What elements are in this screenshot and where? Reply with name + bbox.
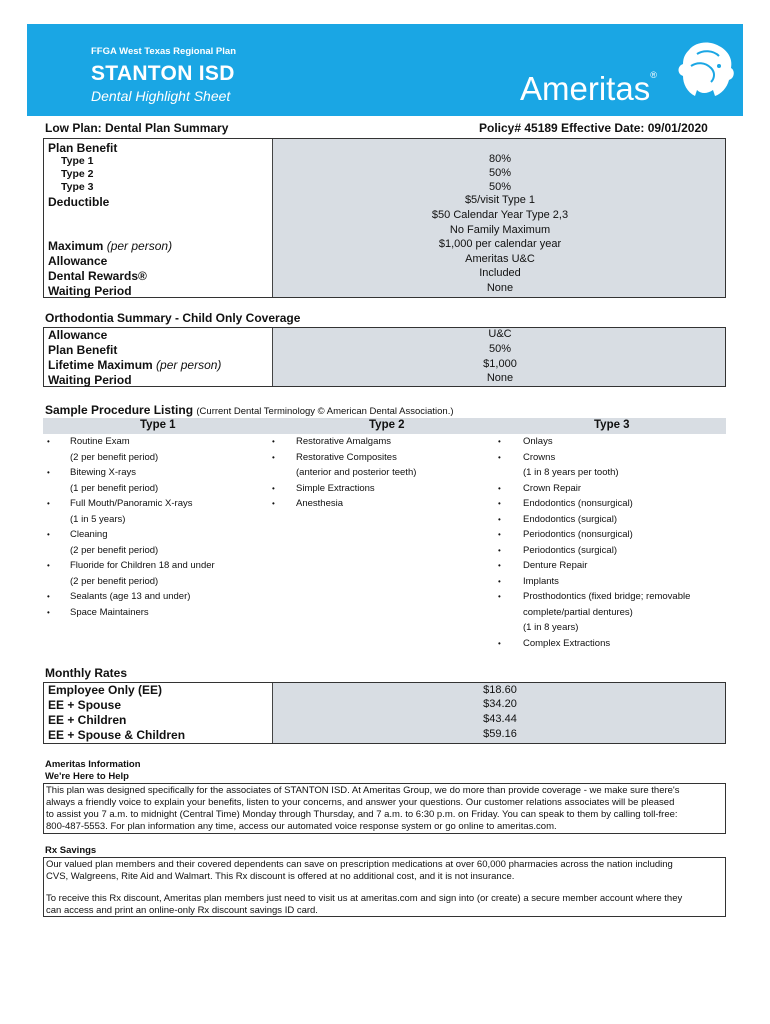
procedure-item: (1 in 8 years) <box>523 622 579 633</box>
bison-icon <box>675 40 737 102</box>
procedure-item: Space Maintainers <box>70 606 149 618</box>
rates-label-ee-children: EE + Children <box>48 713 127 727</box>
label-deductible: Deductible <box>48 195 110 209</box>
procedure-item: Periodontics (nonsurgical) <box>523 529 633 540</box>
bullet-icon: • <box>498 592 501 601</box>
bullet-icon: • <box>498 499 501 508</box>
bullet-icon: • <box>272 499 275 508</box>
info-subheading: We're Here to Help <box>45 771 129 782</box>
bullet-icon: • <box>498 530 501 539</box>
bullet-icon: • <box>47 530 50 539</box>
bullet-icon: • <box>498 638 501 648</box>
procedures-list <box>43 434 726 652</box>
rates-value-ee: $18.60 <box>483 684 517 696</box>
value-waiting-period: None <box>486 282 514 294</box>
rates-heading: Monthly Rates <box>45 666 128 680</box>
procedures-heading-text: Sample Procedure Listing <box>45 403 194 417</box>
procedure-item: Complex Extractions <box>523 637 611 649</box>
label-maximum <box>48 239 172 253</box>
rx-line-1: Our valued plan members and their covered dependents can save on prescription medications at over 60,000 pharmacies across the nation including <box>46 859 673 870</box>
ortho-value-lifetime-max: $1,000 <box>483 358 517 370</box>
procedure-item: Endodontics (nonsurgical) <box>523 498 633 509</box>
ortho-label-plan-benefit: Plan Benefit <box>48 343 118 357</box>
logo-text: Ameritas <box>520 70 651 107</box>
value-dental-rewards: Included <box>479 267 521 279</box>
value-type1: 80% <box>488 153 512 165</box>
ortho-value-allowance: U&C <box>488 328 512 340</box>
procedure-item: Routine Exam <box>70 436 130 447</box>
procedure-item: (2 per benefit period) <box>70 575 159 587</box>
value-deductible-2: $50 Calendar Year Type 2,3 <box>431 209 569 221</box>
bullet-icon: • <box>47 437 50 446</box>
procedure-item: Prosthodontics (fixed bridge; removable <box>523 591 691 602</box>
procedure-item: Crowns <box>523 451 556 463</box>
label-type2: Type 2 <box>61 168 94 180</box>
bullet-icon: • <box>498 514 501 524</box>
label-dental-rewards: Dental Rewards® <box>48 269 147 283</box>
rates-label-ee-family: EE + Spouse & Children <box>48 728 186 742</box>
rates-label-ee: Employee Only (EE) <box>48 683 163 697</box>
procedure-item: complete/partial dentures) <box>523 606 633 618</box>
procedure-item: (1 in 5 years) <box>70 513 126 525</box>
rx-line-3: To receive this Rx discount, Ameritas plan members just need to visit us at ameritas.com and sign into (or create) a secure member account where they <box>46 893 683 904</box>
procedure-item: Bitewing X-rays <box>70 467 136 478</box>
logo-registered-mark: ® <box>650 70 657 80</box>
procedure-item: (2 per benefit period) <box>70 451 159 463</box>
page-title: STANTON ISD <box>91 62 235 85</box>
label-waiting-period: Waiting Period <box>48 284 132 298</box>
ortho-value-plan-benefit: 50% <box>488 343 512 355</box>
rx-text-box <box>43 857 726 917</box>
summary-table <box>43 138 726 298</box>
value-deductible-1: $5/visit Type 1 <box>464 194 536 206</box>
label-allowance: Allowance <box>48 254 108 268</box>
procedure-item: Restorative Amalgams <box>296 436 392 447</box>
header-banner <box>27 24 743 116</box>
ortho-label-waiting-period: Waiting Period <box>48 373 132 387</box>
page-subtitle: Dental Highlight Sheet <box>91 88 231 104</box>
rates-value-ee-family: $59.16 <box>483 728 517 740</box>
bullet-icon: • <box>272 437 275 446</box>
info-text-box <box>43 783 726 834</box>
ortho-heading: Orthodontia Summary - Child Only Coverage <box>45 311 301 325</box>
ortho-lifetime-note: (per person) <box>156 358 222 372</box>
procedures-heading <box>45 403 454 417</box>
bullet-icon: • <box>498 437 501 446</box>
label-maximum-note: (per person) <box>106 239 173 253</box>
label-maximum-text: Maximum <box>48 239 104 253</box>
bullet-icon: • <box>498 561 501 570</box>
procedure-item: (1 in 8 years per tooth) <box>523 467 619 478</box>
summary-label-column <box>44 139 273 297</box>
rates-label-ee-spouse: EE + Spouse <box>48 698 122 712</box>
label-type1: Type 1 <box>61 155 94 167</box>
bullet-icon: • <box>498 452 501 462</box>
ortho-value-waiting-period: None <box>486 372 514 384</box>
procedure-item: (1 per benefit period) <box>70 482 159 494</box>
value-deductible-3: No Family Maximum <box>449 224 551 236</box>
bullet-icon: • <box>47 561 50 570</box>
info-heading: Ameritas Information <box>45 759 141 770</box>
info-line-2: always a friendly voice to explain your benefits, listen to your concerns, and answer your questions. Our customer relations associates will be pleased <box>46 797 675 808</box>
rates-table <box>43 682 726 744</box>
procedures-col-type3: Type 3 <box>594 419 630 431</box>
label-type3: Type 3 <box>61 181 94 193</box>
bullet-icon: • <box>498 576 501 586</box>
info-line-1: This plan was designed specifically for the associates of STANTON ISD. At Ameritas Group, we do more than provide coverage - we make sure there's <box>46 785 680 796</box>
bullet-icon: • <box>498 545 501 555</box>
procedures-col-type1: Type 1 <box>140 419 176 431</box>
procedure-item: Periodontics (surgical) <box>523 544 617 556</box>
procedure-item: Endodontics (surgical) <box>523 513 617 525</box>
rx-line-4: can access and print an online-only Rx discount savings ID card. <box>46 905 318 916</box>
bullet-icon: • <box>47 607 50 617</box>
value-maximum: $1,000 per calendar year <box>438 238 562 250</box>
procedure-item: Onlays <box>523 436 553 447</box>
plan-name: FFGA West Texas Regional Plan <box>91 46 236 57</box>
bullet-icon: • <box>498 483 501 493</box>
ortho-label-column <box>44 328 273 386</box>
rates-value-ee-children: $43.44 <box>483 713 517 725</box>
rates-value-ee-spouse: $34.20 <box>483 698 517 710</box>
procedure-item: Cleaning <box>70 529 108 540</box>
ameritas-logo <box>520 70 657 108</box>
procedure-item: (2 per benefit period) <box>70 544 159 556</box>
procedure-item: Fluoride for Children 18 and under <box>70 560 215 571</box>
value-type3: 50% <box>488 181 512 193</box>
info-line-4: 800-487-5553. For plan information any time, access our automated voice response system or go online to ameritas.com. <box>46 821 557 832</box>
bullet-icon: • <box>47 592 50 601</box>
ortho-table <box>43 327 726 387</box>
rx-line-2: CVS, Walgreens, Rite Aid and Walmart. This Rx discount is offered at no additional cost, and it is not insurance. <box>46 871 515 882</box>
procedure-item: Restorative Composites <box>296 451 397 463</box>
policy-info: Policy# 45189 Effective Date: 09/01/2020 <box>479 121 708 135</box>
bullet-icon: • <box>47 468 50 477</box>
ortho-lifetime-max-text: Lifetime Maximum <box>48 358 153 372</box>
procedure-item: Simple Extractions <box>296 482 375 494</box>
procedure-item: Denture Repair <box>523 560 588 571</box>
summary-heading: Low Plan: Dental Plan Summary <box>45 121 229 135</box>
procedure-item: Implants <box>523 575 559 587</box>
procedure-item: Full Mouth/Panoramic X-rays <box>70 498 193 509</box>
ortho-label-allowance: Allowance <box>48 328 108 342</box>
label-plan-benefit: Plan Benefit <box>48 141 118 155</box>
value-allowance: Ameritas U&C <box>465 253 535 265</box>
procedures-header-row <box>43 418 726 434</box>
procedure-item: Crown Repair <box>523 482 582 494</box>
rx-heading: Rx Savings <box>45 845 97 856</box>
value-type2: 50% <box>488 167 512 179</box>
bullet-icon: • <box>47 499 50 508</box>
procedure-item: Anesthesia <box>296 498 344 509</box>
bullet-icon: • <box>272 483 275 493</box>
procedures-col-type2: Type 2 <box>369 419 405 431</box>
ortho-label-lifetime-max <box>48 358 221 372</box>
rates-label-column <box>44 683 273 743</box>
procedure-item: Sealants (age 13 and under) <box>70 591 191 602</box>
procedures-heading-note: (Current Dental Terminology © American Dental Association.) <box>196 406 454 417</box>
bullet-icon: • <box>272 452 275 462</box>
procedure-item: (anterior and posterior teeth) <box>296 467 417 478</box>
info-line-3: to assist you 7 a.m. to midnight (Central Time) Monday through Thursday, and 7 a.m. to 6:30 p.m. on Friday. You can speak to them by calling toll-free: <box>46 809 678 820</box>
